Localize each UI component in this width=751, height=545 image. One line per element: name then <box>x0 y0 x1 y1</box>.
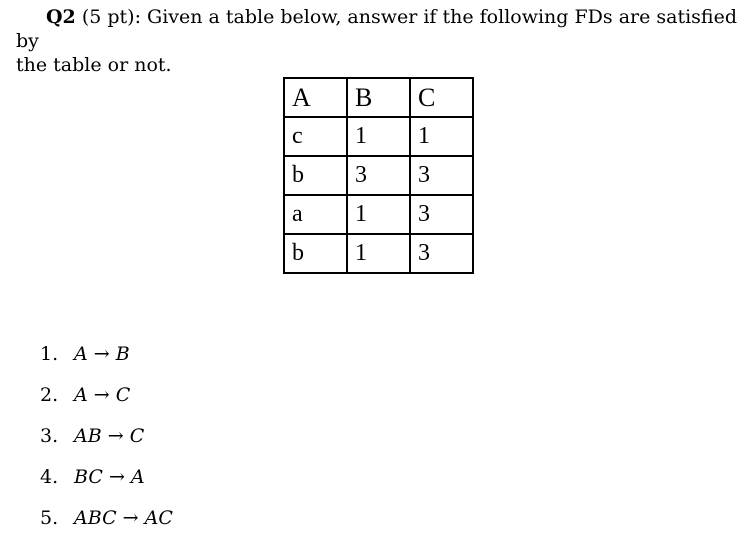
table-row <box>284 195 473 234</box>
table-cell: b <box>284 156 347 195</box>
table-cell: 3 <box>410 156 473 195</box>
table-cell: 3 <box>410 234 473 273</box>
question-text <box>16 5 741 77</box>
list-item-number: 1. <box>40 343 59 365</box>
list-item-number: 4. <box>40 466 59 488</box>
table-row <box>284 117 473 156</box>
question-number: Q2 <box>46 6 76 28</box>
question-line-1 <box>16 5 741 53</box>
table-cell: b <box>284 234 347 273</box>
table-cell: 3 <box>347 156 410 195</box>
table-cell: a <box>284 195 347 234</box>
functional-dependency: ABC → AC <box>74 507 173 529</box>
table-row <box>284 234 473 273</box>
functional-dependency: AB → C <box>74 425 145 447</box>
column-header-c: C <box>410 78 473 117</box>
question-line-2: the table or not. <box>16 54 172 76</box>
list-item-number: 5. <box>40 507 59 529</box>
relation-table <box>283 77 474 274</box>
table-header-row <box>284 78 473 117</box>
table-cell: 1 <box>347 195 410 234</box>
list-item <box>40 463 173 504</box>
question-prompt: Given a table below, answer if the following FDs are satisfied by <box>16 6 738 52</box>
table-row <box>284 156 473 195</box>
fd-list <box>40 340 173 545</box>
table-cell: c <box>284 117 347 156</box>
list-item <box>40 422 173 463</box>
list-item <box>40 381 173 422</box>
list-item <box>40 504 173 545</box>
list-item-number: 2. <box>40 384 59 406</box>
functional-dependency: A → C <box>74 384 131 406</box>
list-item-number: 3. <box>40 425 59 447</box>
table-cell: 3 <box>410 195 473 234</box>
column-header-a: A <box>284 78 347 117</box>
column-header-b: B <box>347 78 410 117</box>
functional-dependency: BC → A <box>74 466 145 488</box>
question-points: (5 pt): <box>81 6 141 28</box>
functional-dependency: A → B <box>74 343 130 365</box>
table-cell: 1 <box>347 234 410 273</box>
table-cell: 1 <box>410 117 473 156</box>
list-item <box>40 340 173 381</box>
table-cell: 1 <box>347 117 410 156</box>
